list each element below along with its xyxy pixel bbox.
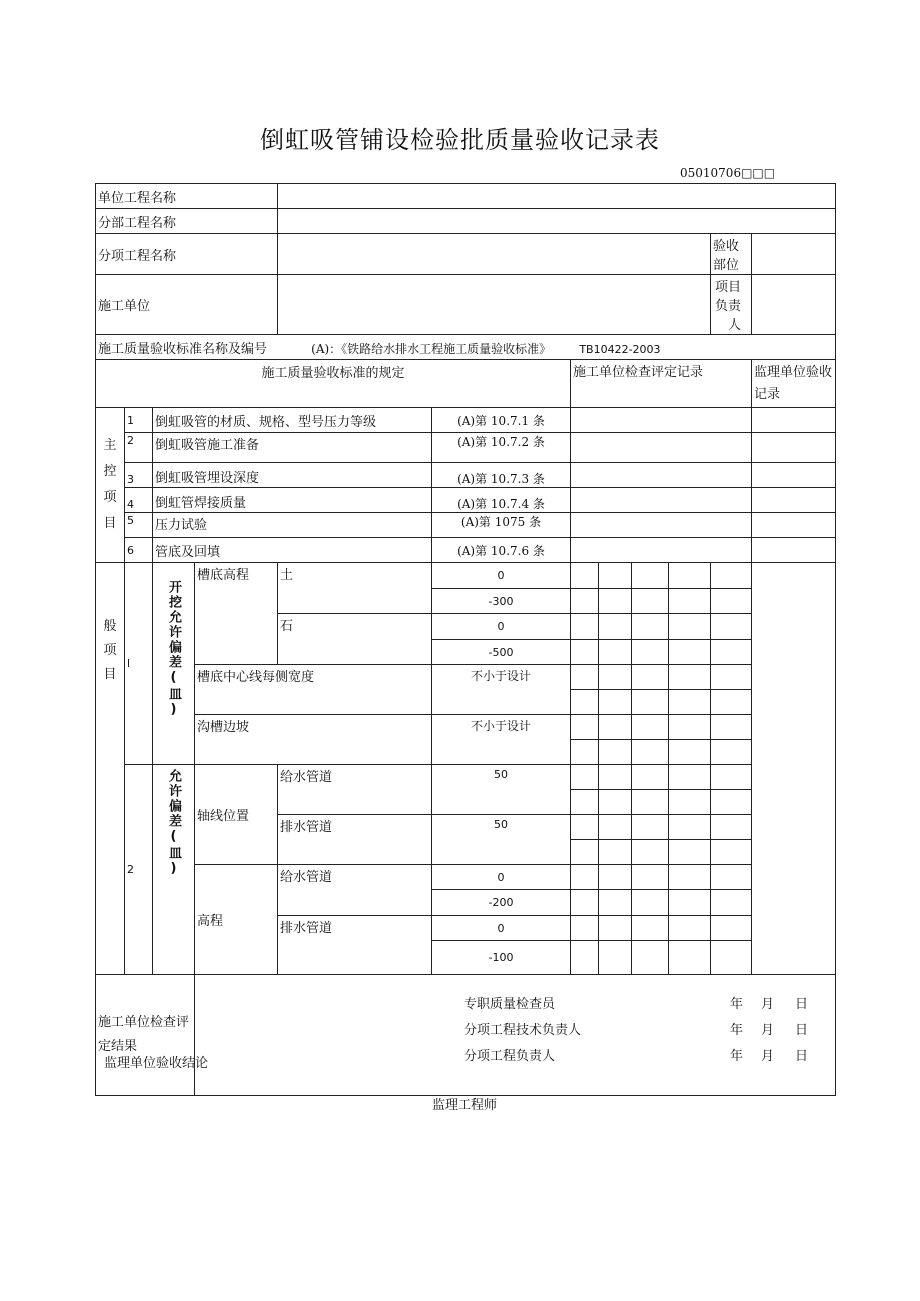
main-item-name: 管底及回填	[153, 538, 432, 563]
project-manager-label: 项目负责人	[711, 275, 752, 335]
measure-cell[interactable]	[711, 941, 752, 975]
main-item-ref: (A)第 10.7.3 条	[432, 463, 571, 488]
measure-cell[interactable]	[632, 765, 669, 790]
rock-value-lower: -500	[432, 640, 571, 665]
measure-cell[interactable]	[711, 865, 752, 890]
page-title: 倒虹吸管铺设检验批质量验收记录表	[260, 126, 660, 154]
measure-cell[interactable]	[711, 840, 752, 865]
project-manager-value[interactable]	[752, 275, 836, 335]
measure-cell[interactable]	[711, 563, 752, 589]
axis-water-supply-value: 50	[432, 765, 571, 815]
elev-drain-value-lower: -100	[432, 941, 571, 975]
measure-cell[interactable]	[571, 941, 599, 975]
measure-cell[interactable]	[669, 916, 711, 941]
spec-column-header: 施工质量验收标准的规定	[96, 360, 571, 408]
measure-cell[interactable]	[571, 916, 599, 941]
measure-cell[interactable]	[669, 690, 711, 715]
date-month: 月	[761, 1023, 775, 1038]
measure-cell[interactable]	[632, 941, 669, 975]
measure-cell[interactable]	[632, 740, 669, 765]
main-item-no: 4	[125, 488, 153, 513]
measure-cell[interactable]	[632, 640, 669, 665]
main-item-check[interactable]	[571, 463, 752, 488]
measure-cell[interactable]	[599, 640, 632, 665]
date-month: 月	[761, 1049, 775, 1064]
measure-cell[interactable]	[571, 665, 599, 690]
division-project-value[interactable]	[278, 209, 836, 234]
main-item-supervision[interactable]	[752, 513, 836, 538]
accept-part-value[interactable]	[752, 234, 836, 275]
main-item-name: 倒虹吸管埋设深度	[153, 463, 432, 488]
construction-unit-value[interactable]	[278, 275, 711, 335]
measure-cell[interactable]	[599, 890, 632, 916]
measure-cell[interactable]	[599, 790, 632, 815]
elevation-label: 高程	[195, 865, 278, 975]
date-month: 月	[761, 997, 775, 1012]
soil-label: 土	[278, 563, 432, 614]
general-group2-label: 允许偏差(皿)	[153, 765, 195, 975]
measure-cell[interactable]	[711, 715, 752, 740]
inspection-table	[95, 183, 836, 1096]
elev-drain-value-upper: 0	[432, 916, 571, 941]
measure-cell[interactable]	[571, 715, 599, 740]
main-item-name: 倒虹管焊接质量	[153, 488, 432, 513]
measure-cell[interactable]	[571, 614, 599, 640]
main-item-ref: (A)第 10.7.4 条	[432, 488, 571, 513]
division-project-label: 分部工程名称	[96, 209, 278, 234]
soil-value-upper: 0	[432, 563, 571, 589]
main-item-no: 3	[125, 463, 153, 488]
main-item-supervision[interactable]	[752, 538, 836, 563]
measure-cell[interactable]	[632, 563, 669, 589]
measure-cell[interactable]	[599, 563, 632, 589]
quality-inspector-label: 专职质量检查员	[464, 997, 556, 1012]
measure-cell[interactable]	[632, 690, 669, 715]
measure-cell[interactable]	[669, 815, 711, 840]
general-group2-no: 2	[125, 765, 153, 975]
measure-cell[interactable]	[571, 589, 599, 614]
date-day: 日	[795, 997, 809, 1012]
general-group1-no: l	[125, 563, 153, 765]
measure-cell[interactable]	[599, 815, 632, 840]
measure-cell[interactable]	[632, 890, 669, 916]
main-item-check[interactable]	[571, 538, 752, 563]
measure-cell[interactable]	[669, 740, 711, 765]
general-group1-label: 开挖允许偏差(皿)	[153, 563, 195, 765]
elev-drainage-label: 排水管道	[278, 916, 432, 975]
measure-cell[interactable]	[599, 941, 632, 975]
supervision-conclusion-label: 监理单位验收结论	[104, 1056, 209, 1071]
measure-cell[interactable]	[632, 916, 669, 941]
measure-cell[interactable]	[669, 890, 711, 916]
measure-cell[interactable]	[669, 790, 711, 815]
measure-cell[interactable]	[711, 790, 752, 815]
main-item-name: 倒虹吸管的材质、规格、型号压力等级	[153, 408, 432, 433]
measure-cell[interactable]	[669, 614, 711, 640]
measure-cell[interactable]	[711, 765, 752, 790]
measure-cell[interactable]	[599, 715, 632, 740]
elev-water-value-upper: 0	[432, 865, 571, 890]
main-item-ref: (A)第 10.7.1 条	[432, 408, 571, 433]
subitem-lead-label: 分项工程负责人	[464, 1049, 556, 1064]
date-year: 年	[730, 1023, 744, 1038]
main-item-check[interactable]	[571, 488, 752, 513]
measure-cell[interactable]	[632, 840, 669, 865]
subitem-project-label: 分项工程名称	[96, 234, 278, 275]
elev-water-supply-label: 给水管道	[278, 865, 432, 916]
unit-project-label: 单位工程名称	[96, 184, 278, 209]
measure-cell[interactable]	[571, 865, 599, 890]
measure-cell[interactable]	[571, 740, 599, 765]
measure-cell[interactable]	[599, 740, 632, 765]
elev-water-value-lower: -200	[432, 890, 571, 916]
supervision-check-header: 监理单位验收记录	[752, 360, 836, 408]
measure-cell[interactable]	[711, 614, 752, 640]
measure-cell[interactable]	[711, 665, 752, 690]
main-item-name: 压力试验	[153, 513, 432, 538]
trench-width-label: 槽底中心线每侧宽度	[195, 665, 432, 715]
measure-cell[interactable]	[571, 815, 599, 840]
measure-cell[interactable]	[711, 640, 752, 665]
standard-label: 施工质量验收标准名称及编号	[98, 341, 268, 357]
date-year: 年	[730, 1049, 744, 1064]
main-item-ref: (A)第 1075 条	[432, 513, 571, 538]
axis-drainage-label: 排水管道	[278, 815, 432, 865]
main-item-check[interactable]	[571, 513, 752, 538]
axis-position-label: 轴线位置	[195, 765, 278, 865]
measure-cell[interactable]	[669, 865, 711, 890]
main-item-no: 1	[125, 408, 153, 433]
construction-check-header: 施工单位检查评定记录	[571, 360, 752, 408]
standard-row	[96, 335, 836, 360]
main-item-check[interactable]	[571, 408, 752, 433]
measure-cell[interactable]	[571, 790, 599, 815]
result-label: 施工单位检查评定结果	[96, 975, 195, 1096]
general-items-label: 般 项 目	[96, 563, 125, 975]
measure-cell[interactable]	[669, 941, 711, 975]
main-item-no: 2	[125, 433, 153, 463]
rock-label: 石	[278, 614, 432, 665]
result-signatures[interactable]	[195, 975, 836, 1096]
measure-cell[interactable]	[669, 563, 711, 589]
measure-cell[interactable]	[669, 665, 711, 690]
measure-cell[interactable]	[669, 640, 711, 665]
unit-project-value[interactable]	[278, 184, 836, 209]
main-item-supervision[interactable]	[752, 488, 836, 513]
tech-lead-label: 分项工程技术负责人	[464, 1023, 582, 1038]
measure-cell[interactable]	[669, 765, 711, 790]
axis-drainage-value: 50	[432, 815, 571, 865]
measure-cell[interactable]	[632, 589, 669, 614]
measure-cell[interactable]	[669, 589, 711, 614]
general-supervision-record[interactable]	[752, 563, 836, 975]
measure-cell[interactable]	[711, 916, 752, 941]
measure-cell[interactable]	[571, 690, 599, 715]
accept-part-label: 验收部位	[711, 234, 752, 275]
measure-cell[interactable]	[711, 890, 752, 916]
measure-cell[interactable]	[632, 790, 669, 815]
measure-cell[interactable]	[571, 840, 599, 865]
measure-cell[interactable]	[711, 740, 752, 765]
supervision-engineer-label: 监理工程师	[432, 1098, 498, 1113]
measure-cell[interactable]	[571, 640, 599, 665]
date-day: 日	[795, 1023, 809, 1038]
date-year: 年	[730, 997, 744, 1012]
date-day: 日	[795, 1049, 809, 1064]
trench-slope-label: 沟槽边坡	[195, 715, 432, 765]
measure-cell[interactable]	[711, 690, 752, 715]
measure-cell[interactable]	[632, 665, 669, 690]
main-item-supervision[interactable]	[752, 463, 836, 488]
measure-cell[interactable]	[632, 865, 669, 890]
measure-cell[interactable]	[571, 563, 599, 589]
soil-value-lower: -300	[432, 589, 571, 614]
measure-cell[interactable]	[711, 589, 752, 614]
construction-unit-label: 施工单位	[96, 275, 278, 335]
standard-code: TB10422-2003	[579, 342, 661, 356]
main-item-ref: (A)第 10.7.2 条	[432, 433, 571, 463]
rock-value-upper: 0	[432, 614, 571, 640]
measure-cell[interactable]	[711, 815, 752, 840]
main-item-no: 6	[125, 538, 153, 563]
measure-cell[interactable]	[632, 715, 669, 740]
measure-cell[interactable]	[632, 815, 669, 840]
trench-bottom-elevation-label: 槽底高程	[195, 563, 278, 665]
main-item-ref: (A)第 10.7.6 条	[432, 538, 571, 563]
measure-cell[interactable]	[599, 589, 632, 614]
measure-cell[interactable]	[632, 614, 669, 640]
measure-cell[interactable]	[599, 840, 632, 865]
measure-cell[interactable]	[599, 765, 632, 790]
measure-cell[interactable]	[599, 865, 632, 890]
main-item-check[interactable]	[571, 433, 752, 463]
measure-cell[interactable]	[669, 840, 711, 865]
measure-cell[interactable]	[669, 715, 711, 740]
main-item-supervision[interactable]	[752, 433, 836, 463]
main-item-no: 5	[125, 513, 153, 538]
main-item-supervision[interactable]	[752, 408, 836, 433]
measure-cell[interactable]	[571, 890, 599, 916]
measure-cell[interactable]	[599, 614, 632, 640]
form-code: 05010706□□□	[680, 166, 776, 180]
standard-value: (A)：《铁路给水排水工程施工质量验收标准》	[311, 341, 552, 356]
measure-cell[interactable]	[599, 665, 632, 690]
main-control-label: 主 控 项 目	[96, 408, 125, 563]
subitem-project-value[interactable]	[278, 234, 711, 275]
trench-slope-value: 不小于设计	[432, 715, 571, 765]
measure-cell[interactable]	[571, 765, 599, 790]
measure-cell[interactable]	[599, 690, 632, 715]
measure-cell[interactable]	[599, 916, 632, 941]
trench-width-value: 不小于设计	[432, 665, 571, 715]
axis-water-supply-label: 给水管道	[278, 765, 432, 815]
main-item-name: 倒虹吸管施工准备	[153, 433, 432, 463]
